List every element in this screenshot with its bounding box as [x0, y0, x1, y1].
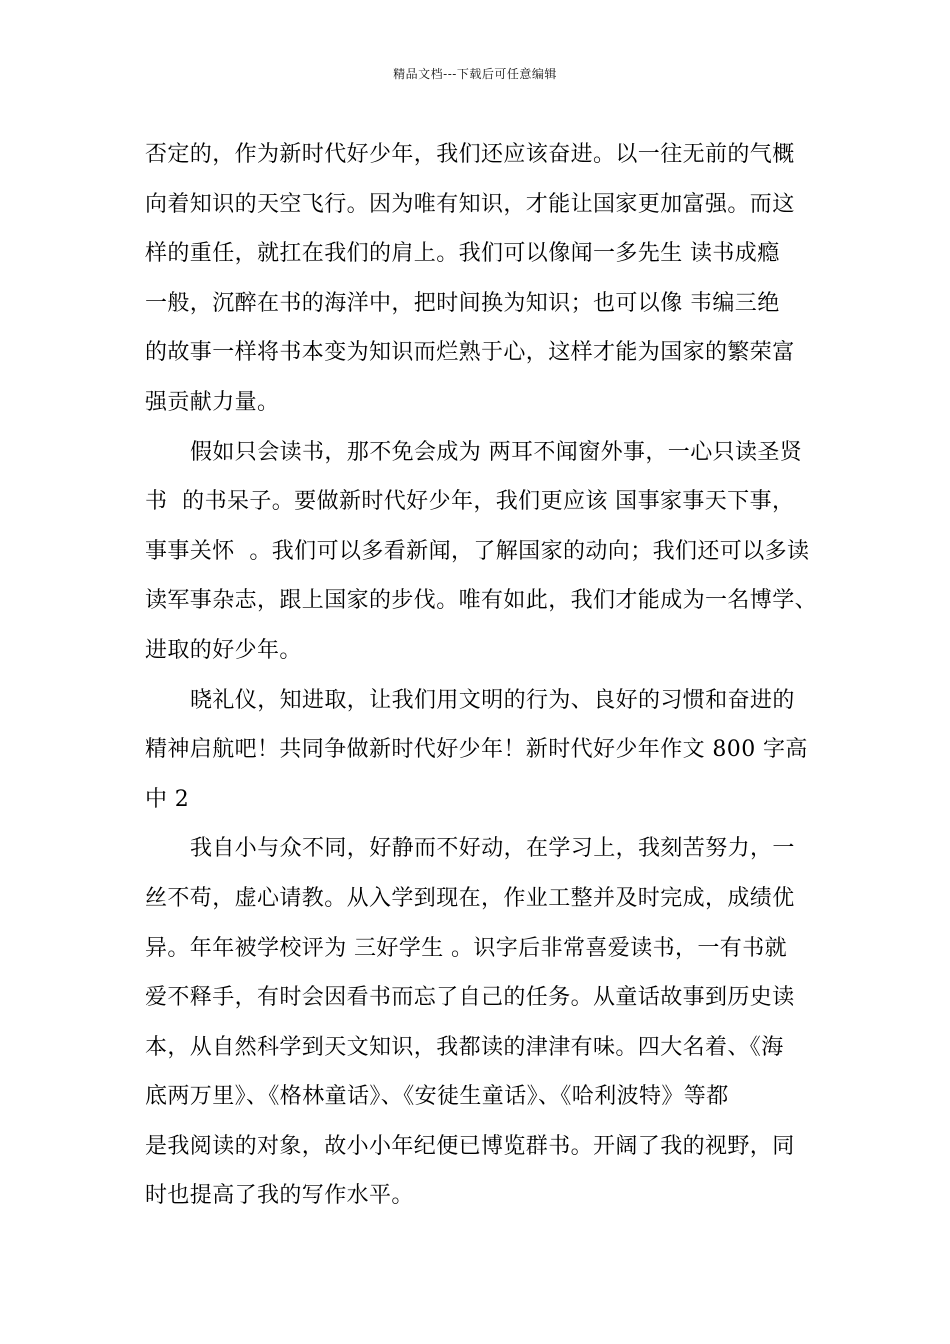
text-line: 精神启航吧！共同争做新时代好少年！新时代好少年作文 800 字高 [145, 737, 808, 763]
text-line: 丝不苟，虚心请教。从入学到现在，作业工整并及时完成，成绩优 [145, 885, 795, 911]
text-line: 晓礼仪，知进取，让我们用文明的行为、良好的习惯和奋进的 [190, 687, 795, 713]
text-line: 是我阅读的对象，故小小年纪便已博览群书。开阔了我的视野，同 [145, 1133, 795, 1159]
text-line: 底两万里》、《格林童话》、《安徒生童话》、《哈利波特》等都 [145, 1084, 729, 1110]
text-line: 异。年年被学校评为 三好学生 。识字后非常喜爱读书，一有书就 [145, 935, 787, 961]
text-line: 否定的，作为新时代好少年，我们还应该奋进。以一往无前的气概 [145, 142, 795, 167]
text-line: 时也提高了我的写作水平。 [145, 1183, 414, 1209]
text-line: 事事关怀 。我们可以多看新闻，了解国家的动向；我们还可以多读 [145, 538, 810, 564]
text-line: 读军事杂志，跟上国家的步伐。唯有如此，我们才能成为一名博学、 [145, 588, 818, 614]
text-line: 进取的好少年。 [145, 637, 302, 663]
text-line: 向着知识的天空飞行。因为唯有知识，才能让国家更加富强。而这 [145, 191, 795, 217]
text-line: 假如只会读书，那不免会成为 两耳不闻窗外事，一心只读圣贤 [190, 439, 803, 465]
text-line: 强贡献力量。 [145, 389, 280, 415]
text-line: 我自小与众不同，好静而不好动，在学习上，我刻苦努力，一 [190, 836, 795, 862]
text-line: 的故事一样将书本变为知识而烂熟于心，这样才能为国家的繁荣富 [145, 340, 795, 366]
text-line: 爱不释手，有时会因看书而忘了自己的任务。从童话故事到历史读 [145, 985, 795, 1011]
text-line: 中 2 [145, 786, 190, 812]
text-line: 本，从自然科学到天文知识，我都读的津津有味。四大名着、《海 [145, 1034, 784, 1060]
document-body [145, 130, 818, 1221]
text-line: 书 的书呆子。要做新时代好少年，我们更应该 国事家事天下事， [145, 489, 795, 515]
text-line: 一般，沉醉在书的海洋中，把时间换为知识；也可以像 韦编三绝 [145, 290, 780, 316]
text-line: 样的重任，就扛在我们的肩上。我们可以像闻一多先生 读书成瘾 [145, 241, 780, 267]
page-header: 精品文档---下载后可任意编辑 [393, 67, 557, 81]
